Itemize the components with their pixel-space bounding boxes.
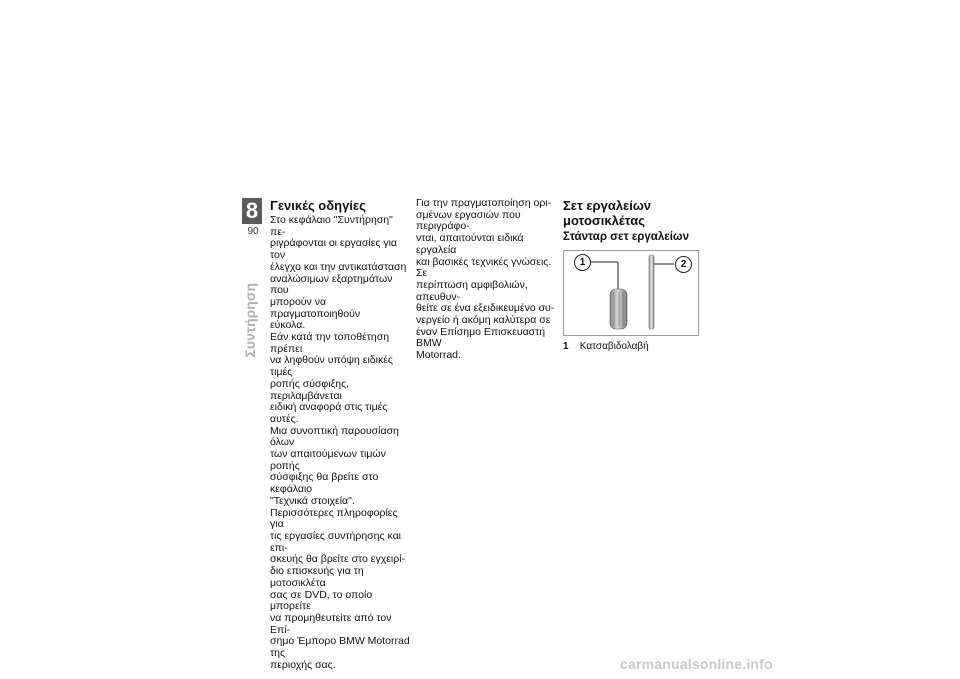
chapter-number-box: 8 [242, 198, 262, 224]
callout-1: 1 [574, 254, 591, 271]
general-instructions-text: Στο κεφάλαιο "Συντήρηση" πε- ριγράφονται οι εργασίες για τον έλεγχο και την αντικατάσταση αναλώσιμων εξαρτημάτων που μπορούν να πραγματοποιηθούν εύκολα. Εάν κατά την τοποθέτηση πρέπει να ληφθούν υπόψη ειδικές τιμές ροπής σύσφιξης, περιλαμβάνεται ειδική αναφορά στις τιμές αυτές. Μια συνοπτική παρουσίαση όλων των απαιτούμενων τιμών ροπής σύσφιξης θα βρείτε στο κεφάλαιο "Τεχνικά στοιχεία". Περισσότερες πληροφορίες για τις εργασίες συντήρησης και επι- σκευής θα βρείτε στο εγχειρί- διο επισκευής για τη μοτοσικλέτα σας σε DVD, το οποίο μπορείτε να προμηθευτείτε από τον Επί- σημο Έμπορο BMW Motorrad της περιοχής σας. [270, 214, 410, 671]
caption-text: Κατσαβιδολαβή [579, 341, 649, 352]
column-toolkit [563, 198, 713, 353]
toolkit-figure [563, 250, 699, 336]
section-heading-general: Γενικές οδηγίες [270, 198, 366, 213]
special-tools-note-text: Για την πραγματοποίηση ορι- σμένων εργασιών που περιγράφο- νται, απαιτούνται ειδικά εργαλεία και βασικές τεχνικές γνώσεις. Σε περίπτωση αμφιβολιών, απευθυν- θείτε σε ένα εξειδικευμένο συ- νεργείο ή ακόμη καλύτερα σε έναν Επίσημο Επισκευαστή BMW Motorrad. [416, 197, 555, 362]
callout-2: 2 [675, 256, 692, 273]
side-chapter-title-container [235, 275, 265, 358]
caption-number: 1 [563, 341, 569, 352]
page-number: 90 [247, 226, 259, 237]
footer-watermark: carmanualsonline.info [620, 656, 773, 672]
figure-caption [563, 341, 713, 353]
column-general-instructions [270, 198, 410, 671]
section-heading-toolkit: Σετ εργαλείων μοτοσικλέτας [563, 198, 652, 228]
column-special-tools-note [416, 198, 556, 362]
subheading-standard-toolkit: Στάνταρ σετ εργαλείων [563, 231, 690, 243]
side-chapter-title: Συντήρηση [242, 283, 258, 358]
